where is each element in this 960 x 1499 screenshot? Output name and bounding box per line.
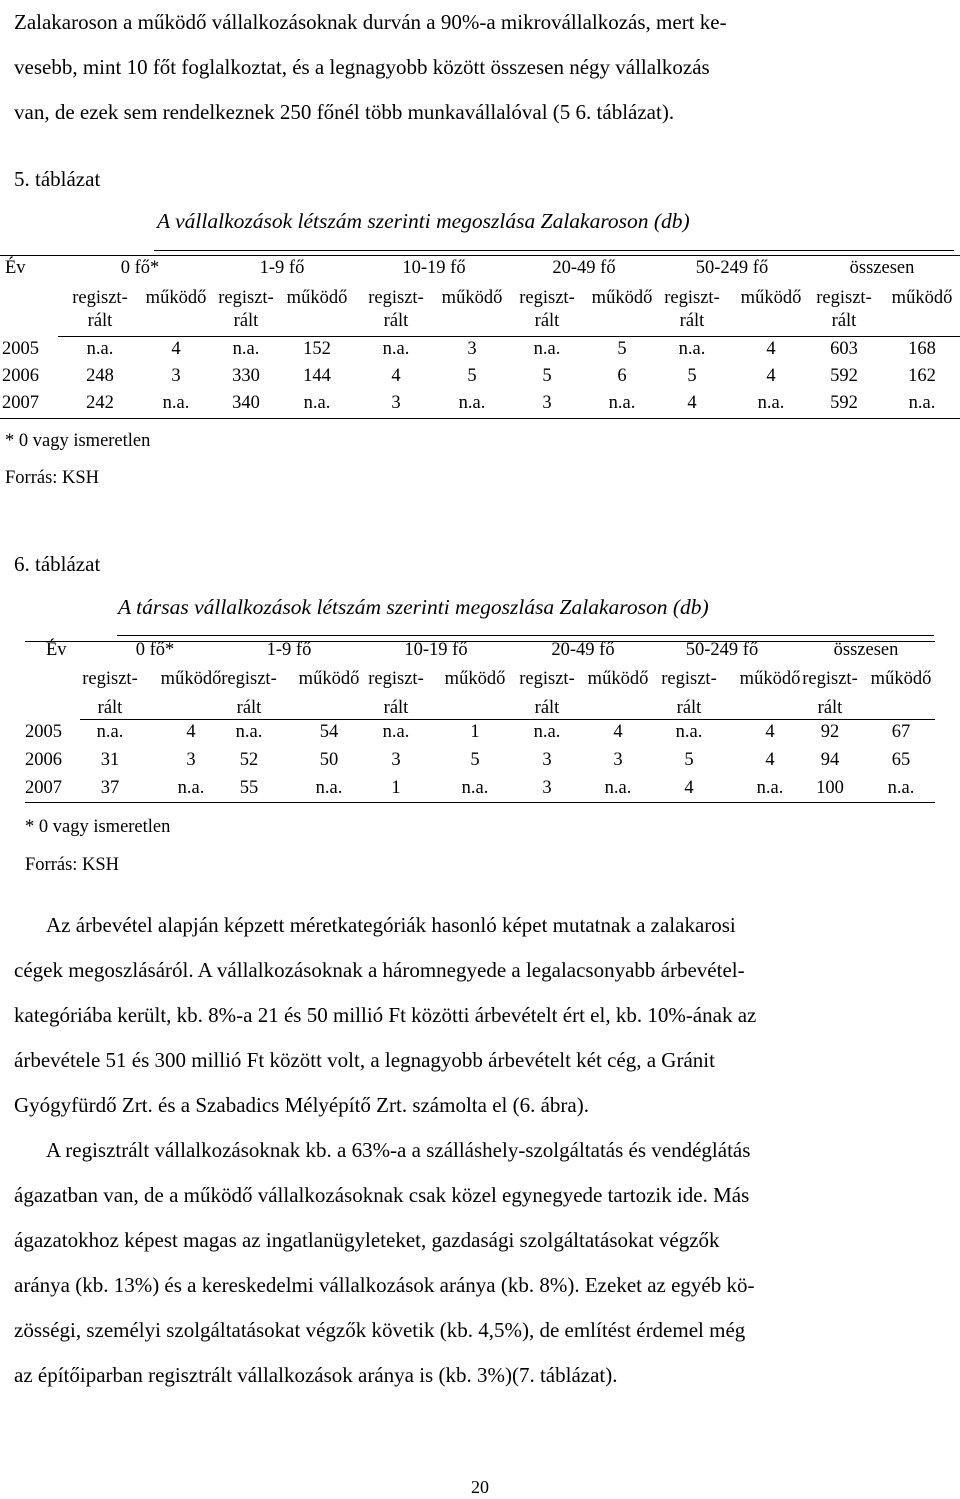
table-cell: 31 (100, 750, 120, 770)
table-cell: 1 (391, 778, 401, 798)
subheader-registered: rált (87, 311, 113, 331)
table-cell: 3 (542, 750, 552, 770)
table-cell: 4 (687, 393, 697, 413)
subheader-operating: működő (444, 669, 506, 689)
table-cell: 37 (100, 778, 120, 798)
table-cell: n.a. (96, 722, 124, 742)
intro-line: van, de ezek sem rendelkeznek 250 főnél több munkavállalóval (5 6. táblázat). (14, 100, 675, 124)
table-cell: 4 (613, 722, 623, 742)
table-cell: 52 (239, 750, 259, 770)
table-cell: 6 (617, 366, 627, 386)
body-line: zösségi, személyi szolgáltatásokat végzők követik (kb. 4,5%), de említést érdemel még (14, 1318, 746, 1342)
subheader-registered: regiszt- (661, 669, 717, 689)
body-line: aránya (kb. 13%) és a kereskedelmi vállalkozások aránya (kb. 8%). Ezeket az egyéb kö- (14, 1273, 755, 1297)
table-cell: 242 (86, 393, 114, 413)
table-rule (25, 641, 935, 642)
table-cell: n.a. (756, 778, 784, 798)
table-cell: 3 (542, 393, 552, 413)
column-group-header: 1-9 fő (259, 258, 305, 278)
subheader-registered: regiszt- (368, 669, 424, 689)
table-cell: 330 (232, 366, 260, 386)
subheader-operating: működő (891, 288, 953, 308)
table-6-source: Forrás: KSH (25, 855, 120, 875)
table-cell: 3 (391, 750, 401, 770)
body-line: ágazatban van, de a működő vállalkozásoknak csak közel egynegyede tartozik ide. Más (14, 1183, 750, 1207)
table-cell: 4 (391, 366, 401, 386)
page-number: 20 (471, 1477, 489, 1497)
table-cell: n.a. (675, 722, 703, 742)
subheader-registered: regiszt- (368, 288, 424, 308)
subheader-registered: rált (679, 311, 705, 331)
body-line: cégek megoszlásáról. A vállalkozásoknak a háromnegyede a legalacsonyabb árbevétel- (14, 958, 745, 982)
table-cell: 3 (171, 366, 181, 386)
subheader-registered: regiszt- (218, 288, 274, 308)
table-cell: 3 (542, 778, 552, 798)
intro-line: Zalakaroson a működő vállalkozásoknak durván a 90%-a mikrovállalkozás, mert ke- (14, 10, 727, 34)
body-line: kategóriába került, kb. 8%-a 21 és 50 millió Ft közötti árbevételt ért el, kb. 10%-ának az (14, 1003, 757, 1027)
table-cell: n.a. (608, 393, 636, 413)
column-group-header: 20-49 fő (552, 258, 616, 278)
table-cell: 100 (816, 778, 844, 798)
table-cell: n.a. (604, 778, 632, 798)
table-cell: n.a. (678, 339, 706, 359)
column-group-header: 50-249 fő (685, 640, 759, 660)
table-cell: 5 (617, 339, 627, 359)
table-cell: 4 (186, 722, 196, 742)
body-line: az építőiparban regisztrált vállalkozások aránya is (kb. 3%)(7. táblázat). (14, 1363, 618, 1387)
subheader-registered: rált (534, 311, 560, 331)
table-cell: 168 (908, 339, 936, 359)
table-5-source: Forrás: KSH (5, 468, 100, 488)
table-cell: 55 (239, 778, 259, 798)
table-cell: 592 (830, 393, 858, 413)
table-cell: n.a. (458, 393, 486, 413)
table-cell: 152 (303, 339, 331, 359)
body-line: árbevétele 51 és 300 millió Ft között volt, a legnagyobb árbevételt két cég, a Gránit (14, 1048, 715, 1072)
subheader-operating: működő (740, 288, 802, 308)
subheader-registered: rált (676, 698, 702, 718)
table-cell: 3 (391, 393, 401, 413)
table-cell: 5 (687, 366, 697, 386)
subheader-registered: rált (233, 311, 259, 331)
table-cell: n.a. (382, 722, 410, 742)
column-group-header: 10-19 fő (402, 258, 466, 278)
table-cell: 4 (766, 339, 776, 359)
column-group-header: összesen (833, 640, 899, 660)
subheader-operating: működő (591, 288, 653, 308)
table-cell: 162 (908, 366, 936, 386)
table-cell: 5 (542, 366, 552, 386)
table-cell: 4 (684, 778, 694, 798)
table-cell: n.a. (908, 393, 936, 413)
table-cell: n.a. (235, 722, 263, 742)
subheader-registered: regiszt- (82, 669, 138, 689)
table-cell: n.a. (86, 339, 114, 359)
table-cell: n.a. (533, 339, 561, 359)
table-cell: 92 (820, 722, 840, 742)
table-cell: 3 (613, 750, 623, 770)
subheader-operating: működő (298, 669, 360, 689)
table-cell: n.a. (177, 778, 205, 798)
table-6-caption: 6. táblázat (14, 552, 101, 576)
table-5-title: A vállalkozások létszám szerinti megoszlása Zalakaroson (db) (157, 209, 690, 233)
table-cell: 50 (319, 750, 339, 770)
body-line: ágazatokhoz képest magas az ingatlanügyleteket, gazdasági szolgáltatásokat végzők (14, 1228, 720, 1252)
table-cell: n.a. (162, 393, 190, 413)
table-cell: 144 (303, 366, 331, 386)
table-cell: 67 (891, 722, 911, 742)
table-cell: n.a. (887, 778, 915, 798)
subheader-operating: működő (145, 288, 207, 308)
year-header: Év (46, 640, 67, 660)
row-year: 2007 (25, 778, 62, 798)
body-line: Gyógyfürdő Zrt. és a Szabadics Mélyépítő Zrt. számolta el (6. ábra). (14, 1093, 589, 1117)
table-rule (80, 719, 935, 720)
table-cell: n.a. (533, 722, 561, 742)
table-cell: 4 (765, 750, 775, 770)
table-cell: 5 (467, 366, 477, 386)
column-group-header: 10-19 fő (404, 640, 468, 660)
column-group-header: 50-249 fő (695, 258, 769, 278)
subheader-registered: regiszt- (72, 288, 128, 308)
subheader-registered: rált (817, 698, 843, 718)
table-5-caption: 5. táblázat (14, 167, 101, 191)
subheader-registered: regiszt- (519, 669, 575, 689)
subheader-operating: működő (739, 669, 801, 689)
subheader-registered: regiszt- (519, 288, 575, 308)
subheader-registered: rált (534, 698, 560, 718)
table-cell: n.a. (315, 778, 343, 798)
table-cell: 94 (820, 750, 840, 770)
row-year: 2006 (25, 750, 62, 770)
table-cell: 340 (232, 393, 260, 413)
table-6-footnote: * 0 vagy ismeretlen (25, 817, 171, 837)
column-group-header: összesen (849, 258, 915, 278)
table-cell: 1 (470, 722, 480, 742)
table-cell: n.a. (382, 339, 410, 359)
table-cell: 5 (470, 750, 480, 770)
body-paragraph-1 (14, 903, 946, 1128)
table-cell: 3 (186, 750, 196, 770)
body-line: A regisztrált vállalkozásoknak kb. a 63%-a a szálláshely-szolgáltatás és vendéglátás (46, 1138, 751, 1162)
subheader-registered: rált (831, 311, 857, 331)
table-5-footnote: * 0 vagy ismeretlen (5, 431, 151, 451)
table-cell: 592 (830, 366, 858, 386)
subheader-registered: rált (383, 311, 409, 331)
table-cell: 4 (171, 339, 181, 359)
year-header: Év (5, 258, 26, 278)
subheader-registered: rált (97, 698, 123, 718)
column-group-header: 0 fő* (120, 258, 160, 278)
column-group-header: 1-9 fő (266, 640, 312, 660)
row-year: 2005 (25, 722, 62, 742)
table-cell: 5 (684, 750, 694, 770)
subheader-registered: regiszt- (802, 669, 858, 689)
subheader-registered: regiszt- (664, 288, 720, 308)
column-group-header: 20-49 fő (551, 640, 615, 660)
table-cell: 54 (319, 722, 339, 742)
row-year: 2005 (2, 339, 39, 359)
table-cell: 248 (86, 366, 114, 386)
table-cell: 65 (891, 750, 911, 770)
table-cell: 603 (830, 339, 858, 359)
table-cell: 3 (467, 339, 477, 359)
table-cell: n.a. (757, 393, 785, 413)
subheader-registered: rált (236, 698, 262, 718)
subheader-registered: regiszt- (221, 669, 277, 689)
table-cell: n.a. (303, 393, 331, 413)
subheader-registered: regiszt- (816, 288, 872, 308)
subheader-operating: működő (286, 288, 348, 308)
subheader-operating: működő (870, 669, 932, 689)
table-6-title: A társas vállalkozások létszám szerinti megoszlása Zalakaroson (db) (118, 595, 709, 619)
subheader-operating: működő (160, 669, 222, 689)
intro-line: vesebb, mint 10 főt foglalkoztat, és a legnagyobb között összesen négy vállalkozás (14, 55, 710, 79)
table-cell: n.a. (461, 778, 489, 798)
subheader-registered: rált (383, 698, 409, 718)
body-paragraph-2 (14, 1128, 946, 1398)
table-cell: 4 (765, 722, 775, 742)
subheader-operating: működő (441, 288, 503, 308)
column-group-header: 0 fő* (135, 640, 175, 660)
subheader-operating: működő (587, 669, 649, 689)
row-year: 2007 (2, 393, 39, 413)
table-cell: n.a. (232, 339, 260, 359)
row-year: 2006 (2, 366, 39, 386)
table-cell: 4 (766, 366, 776, 386)
body-line: Az árbevétel alapján képzett méretkategóriák hasonló képet mutatnak a zalakarosi (46, 913, 736, 937)
table-rule (25, 802, 935, 803)
